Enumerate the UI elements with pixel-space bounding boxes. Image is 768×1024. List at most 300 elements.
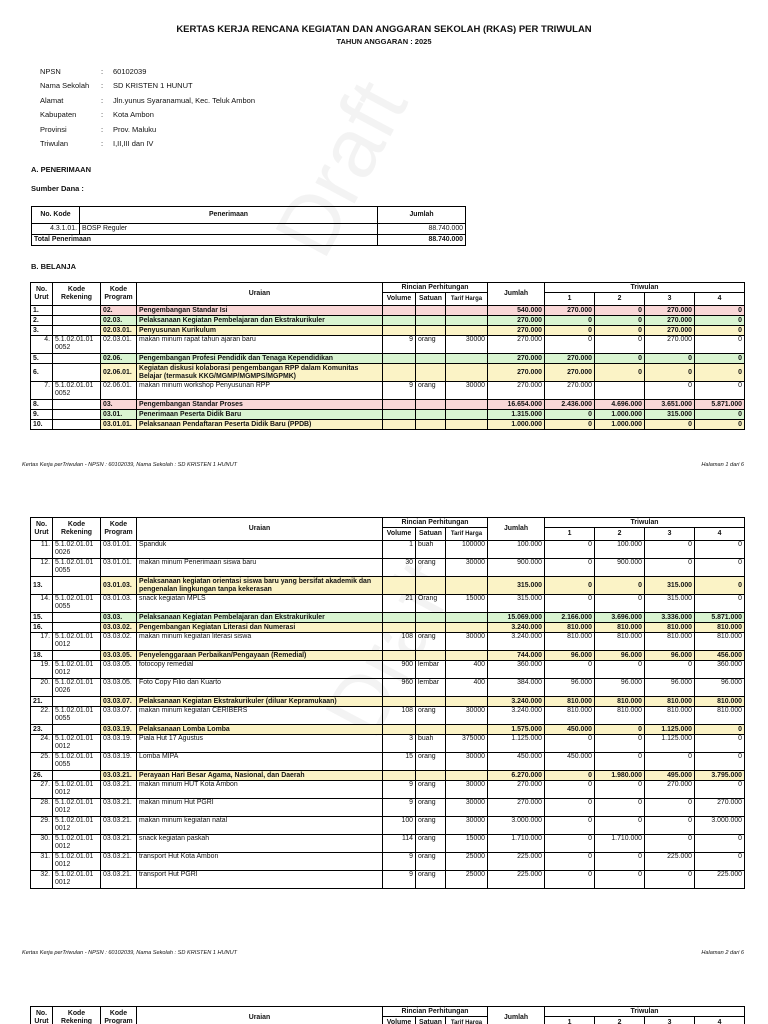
cell-q4: 0 xyxy=(695,753,745,771)
cell-tarif: 400 xyxy=(446,679,488,697)
info-row xyxy=(40,93,255,108)
penerimaan-jumlah: 88.740.000 xyxy=(378,224,466,235)
cell-no: 25. xyxy=(31,753,53,771)
cell-kode-program: 03.01.01. xyxy=(101,559,137,577)
info-label: NPSN xyxy=(40,66,61,76)
cell-kode-program: 02.06. xyxy=(101,354,137,364)
penerimaan-kode: 4.3.1.01. xyxy=(32,224,80,235)
cell-kode-program: 02.03.01. xyxy=(101,336,137,354)
cell-q4: 0 xyxy=(695,364,745,382)
cell-kode-rekening: 5.1.02.01.01 0026 xyxy=(53,679,101,697)
table-row xyxy=(31,735,745,753)
cell-q3: 0 xyxy=(645,799,695,817)
cell-kode-program: 03.03.05. xyxy=(101,661,137,679)
cell-volume: 3 xyxy=(383,735,416,753)
cell-satuan: orang xyxy=(416,817,446,835)
header-uraian: Uraian xyxy=(137,1007,383,1024)
cell-uraian: Perayaan Hari Besar Agama, Nasional, dan Daerah xyxy=(137,771,383,781)
cell-satuan xyxy=(416,623,446,633)
cell-q2: 3.696.000 xyxy=(595,613,645,623)
header-triwulan: Triwulan xyxy=(545,283,745,293)
cell-kode-program: 03.01. xyxy=(101,410,137,420)
cell-jumlah: 3.240.000 xyxy=(488,707,545,725)
cell-no: 6. xyxy=(31,364,53,382)
cell-tarif xyxy=(446,651,488,661)
header-q2: 2 xyxy=(595,293,645,306)
cell-tarif: 30000 xyxy=(446,707,488,725)
cell-satuan: lembar xyxy=(416,661,446,679)
cell-uraian: makan minum Hut PGRI xyxy=(137,799,383,817)
cell-volume: 9 xyxy=(383,336,416,354)
cell-q2 xyxy=(595,382,645,400)
cell-q2: 96.000 xyxy=(595,679,645,697)
cell-kode-rekening xyxy=(53,420,101,430)
cell-q4: 0 xyxy=(695,382,745,400)
cell-jumlah: 3.000.000 xyxy=(488,817,545,835)
cell-uraian: Pelaksanaan Pendaftaran Peserta Didik Baru (PPDB) xyxy=(137,420,383,430)
table-row xyxy=(31,410,745,420)
cell-q2: 810.000 xyxy=(595,623,645,633)
header-q1: 1 xyxy=(545,1017,595,1024)
cell-kode-program: 03.03.21. xyxy=(101,817,137,835)
cell-volume: 900 xyxy=(383,661,416,679)
cell-q3: 810.000 xyxy=(645,697,695,707)
footer-page-number: Halaman 1 dari 6 xyxy=(701,462,744,468)
cell-tarif: 30000 xyxy=(446,382,488,400)
table-row xyxy=(31,420,745,430)
total-value: 88.740.000 xyxy=(378,235,466,246)
header-rincian: Rincian Perhitungan xyxy=(383,518,488,528)
cell-uraian: makan minum HUT Kota Ambon xyxy=(137,781,383,799)
cell-kode-program: 03.03.07. xyxy=(101,707,137,725)
cell-tarif: 25000 xyxy=(446,853,488,871)
cell-q3: 0 xyxy=(645,661,695,679)
cell-tarif: 30000 xyxy=(446,559,488,577)
cell-q4: 0 xyxy=(695,306,745,316)
cell-uraian: Pelaksanaan kegiatan orientasi siswa baru yang bersifat akademik dan pengenalan lingkungan tanpa kekerasan xyxy=(137,577,383,595)
cell-uraian: Pelaksanaan Kegiatan Pembelajaran dan Ekstrakurikuler xyxy=(137,613,383,623)
info-label: Provinsi xyxy=(40,124,67,134)
cell-q3: 0 xyxy=(645,354,695,364)
cell-q1: 96.000 xyxy=(545,679,595,697)
cell-jumlah: 540.000 xyxy=(488,306,545,316)
cell-q4: 0 xyxy=(695,559,745,577)
cell-q3: 3.651.000 xyxy=(645,400,695,410)
info-label: Triwulan xyxy=(40,139,69,149)
table-row xyxy=(31,559,745,577)
cell-jumlah: 3.240.000 xyxy=(488,697,545,707)
cell-q4: 810.000 xyxy=(695,623,745,633)
cell-uraian: Penerimaan Peserta Didik Baru xyxy=(137,410,383,420)
cell-q3: 270.000 xyxy=(645,306,695,316)
cell-jumlah: 360.000 xyxy=(488,661,545,679)
cell-uraian: Lomba MIPA xyxy=(137,753,383,771)
cell-q1: 810.000 xyxy=(545,697,595,707)
cell-q4: 0 xyxy=(695,420,745,430)
cell-kode-rekening xyxy=(53,316,101,326)
cell-q1: 0 xyxy=(545,661,595,679)
table-row xyxy=(31,781,745,799)
info-label: Kabupaten xyxy=(40,110,77,120)
cell-satuan: orang xyxy=(416,336,446,354)
header-q2: 2 xyxy=(595,1017,645,1024)
cell-q3: 495.000 xyxy=(645,771,695,781)
cell-q2: 0 xyxy=(595,725,645,735)
info-value: Prov. Maluku xyxy=(113,124,157,134)
cell-uraian: Foto Copy Filio dan Kuarto xyxy=(137,679,383,697)
cell-volume xyxy=(383,410,416,420)
cell-tarif xyxy=(446,316,488,326)
cell-volume xyxy=(383,613,416,623)
document-subtitle: TAHUN ANGGARAN : 2025 xyxy=(336,37,432,46)
cell-satuan: orang xyxy=(416,559,446,577)
cell-tarif: 15000 xyxy=(446,595,488,613)
table-row xyxy=(31,771,745,781)
header-satuan: Satuan xyxy=(416,293,446,306)
cell-kode-rekening xyxy=(53,725,101,735)
table-row xyxy=(31,623,745,633)
cell-q3: 315.000 xyxy=(645,595,695,613)
cell-jumlah: 225.000 xyxy=(488,853,545,871)
cell-no: 13. xyxy=(31,577,53,595)
cell-no: 16. xyxy=(31,623,53,633)
cell-uraian: transport Hut PGRI xyxy=(137,871,383,889)
header-q4: 4 xyxy=(695,528,745,541)
info-value: SD KRISTEN 1 HUNUT xyxy=(113,81,193,91)
cell-jumlah: 270.000 xyxy=(488,336,545,354)
header-tarif: Tarif Harga xyxy=(446,293,488,306)
cell-kode-rekening xyxy=(53,577,101,595)
header-kode-program: Kode Program xyxy=(101,518,137,541)
cell-q2: 1.000.000 xyxy=(595,420,645,430)
cell-kode-program: 03.03.21. xyxy=(101,853,137,871)
table-row xyxy=(31,316,745,326)
cell-q2: 1.000.000 xyxy=(595,410,645,420)
cell-q3: 270.000 xyxy=(645,316,695,326)
cell-q3: 810.000 xyxy=(645,623,695,633)
header-tarif: Tarif Harga xyxy=(446,528,488,541)
cell-q4: 0 xyxy=(695,354,745,364)
cell-q4: 456.000 xyxy=(695,651,745,661)
cell-tarif xyxy=(446,420,488,430)
cell-q1: 0 xyxy=(545,735,595,753)
cell-q4: 0 xyxy=(695,595,745,613)
cell-tarif: 375000 xyxy=(446,735,488,753)
cell-q4: 270.000 xyxy=(695,799,745,817)
cell-jumlah: 16.654.000 xyxy=(488,400,545,410)
cell-uraian: Kegiatan diskusi kolaborasi pengembangan RPP dalam Komunitas Belajar (termasuk KKG/MGMP/MGMPS/MGPMK) xyxy=(137,364,383,382)
header-q1: 1 xyxy=(545,528,595,541)
cell-satuan xyxy=(416,400,446,410)
cell-no: 9. xyxy=(31,410,53,420)
cell-q2: 1.710.000 xyxy=(595,835,645,853)
cell-q3: 1.125.000 xyxy=(645,725,695,735)
cell-uraian: Pelaksanaan Kegiatan Ekstrakurikuler (diluar Kepramukaan) xyxy=(137,697,383,707)
cell-kode-program: 03.03.02. xyxy=(101,633,137,651)
cell-kode-rekening: 5.1.02.01.01 0055 xyxy=(53,707,101,725)
header-q1: 1 xyxy=(545,293,595,306)
header-jumlah: Jumlah xyxy=(378,207,466,224)
cell-q3: 3.336.000 xyxy=(645,613,695,623)
section-penerimaan-heading: A. PENERIMAAN xyxy=(31,165,92,174)
cell-tarif: 30000 xyxy=(446,753,488,771)
cell-jumlah: 270.000 xyxy=(488,799,545,817)
cell-kode-program: 02. xyxy=(101,306,137,316)
cell-kode-program: 03.01.01. xyxy=(101,420,137,430)
cell-q2: 0 xyxy=(595,354,645,364)
cell-satuan: orang xyxy=(416,799,446,817)
cell-volume xyxy=(383,725,416,735)
cell-satuan xyxy=(416,410,446,420)
header-volume: Volume xyxy=(383,293,416,306)
cell-q2: 0 xyxy=(595,817,645,835)
header-q4: 4 xyxy=(695,293,745,306)
cell-uraian: transport Hut Kota Ambon xyxy=(137,853,383,871)
cell-q1: 810.000 xyxy=(545,633,595,651)
cell-q3: 0 xyxy=(645,871,695,889)
cell-jumlah: 1.575.000 xyxy=(488,725,545,735)
cell-no: 24. xyxy=(31,735,53,753)
cell-q2: 0 xyxy=(595,753,645,771)
cell-q3: 810.000 xyxy=(645,707,695,725)
cell-jumlah: 1.315.000 xyxy=(488,410,545,420)
cell-no: 12. xyxy=(31,559,53,577)
cell-volume xyxy=(383,316,416,326)
cell-q1: 270.000 xyxy=(545,354,595,364)
table-row xyxy=(31,799,745,817)
header-q3: 3 xyxy=(645,528,695,541)
header-uraian: Uraian xyxy=(137,283,383,306)
cell-satuan xyxy=(416,725,446,735)
cell-satuan xyxy=(416,697,446,707)
cell-no: 20. xyxy=(31,679,53,697)
cell-jumlah: 270.000 xyxy=(488,781,545,799)
cell-kode-program: 03.03.19. xyxy=(101,735,137,753)
cell-q1: 810.000 xyxy=(545,623,595,633)
cell-no: 7. xyxy=(31,382,53,400)
table-row xyxy=(31,697,745,707)
cell-q2: 0 xyxy=(595,661,645,679)
table-row xyxy=(31,725,745,735)
cell-kode-rekening: 5.1.02.01.01 0055 xyxy=(53,559,101,577)
header-kode-rekening: Kode Rekening xyxy=(53,283,101,306)
cell-uraian: makan minum workshop Penyusunan RPP xyxy=(137,382,383,400)
cell-kode-rekening xyxy=(53,306,101,316)
cell-volume: 960 xyxy=(383,679,416,697)
cell-uraian: makan minum kegiatan CERIBERS xyxy=(137,707,383,725)
info-value: I,II,III dan IV xyxy=(113,139,154,149)
cell-uraian: snack kegiatan paskah xyxy=(137,835,383,853)
table-row xyxy=(31,382,745,400)
info-row xyxy=(40,137,255,152)
cell-satuan xyxy=(416,354,446,364)
cell-q4: 225.000 xyxy=(695,871,745,889)
info-label: Alamat xyxy=(40,95,64,105)
cell-no: 31. xyxy=(31,853,53,871)
belanja-table-page-2 xyxy=(30,517,745,889)
cell-q4: 0 xyxy=(695,410,745,420)
header-kode-rekening: Kode Rekening xyxy=(53,518,101,541)
cell-kode-rekening xyxy=(53,623,101,633)
cell-q3: 0 xyxy=(645,382,695,400)
cell-kode-program: 03.03.19. xyxy=(101,725,137,735)
header-volume: Volume xyxy=(383,1017,416,1024)
cell-no: 26. xyxy=(31,771,53,781)
info-row xyxy=(40,64,255,79)
total-row xyxy=(32,235,466,246)
cell-q1: 0 xyxy=(545,326,595,336)
cell-no: 22. xyxy=(31,707,53,725)
cell-volume xyxy=(383,651,416,661)
cell-kode-rekening: 5.1.02.01.01 0012 xyxy=(53,781,101,799)
cell-kode-rekening: 5.1.02.01.01 0052 xyxy=(53,382,101,400)
cell-kode-program: 02.03.01. xyxy=(101,326,137,336)
footer-page-number: Halaman 2 dari 6 xyxy=(701,950,744,956)
header-kode-program: Kode Program xyxy=(101,283,137,306)
cell-tarif: 30000 xyxy=(446,336,488,354)
footer-left: Kertas Kerja perTriwulan - NPSN : 60102039, Nama Sekolah : SD KRISTEN 1 HUNUT xyxy=(22,950,238,956)
cell-q1: 270.000 xyxy=(545,382,595,400)
cell-kode-rekening: 5.1.02.01.01 0012 xyxy=(53,817,101,835)
cell-q2: 0 xyxy=(595,364,645,382)
cell-satuan xyxy=(416,326,446,336)
cell-q3: 1.125.000 xyxy=(645,735,695,753)
cell-kode-rekening: 5.1.02.01.01 0012 xyxy=(53,871,101,889)
cell-q2: 0 xyxy=(595,336,645,354)
cell-no: 18. xyxy=(31,651,53,661)
info-colon: : xyxy=(101,81,104,91)
cell-no: 11. xyxy=(31,541,53,559)
cell-jumlah: 270.000 xyxy=(488,354,545,364)
cell-q4: 0 xyxy=(695,577,745,595)
cell-no: 3. xyxy=(31,326,53,336)
cell-kode-program: 02.03. xyxy=(101,316,137,326)
cell-jumlah: 225.000 xyxy=(488,871,545,889)
cell-jumlah: 6.270.000 xyxy=(488,771,545,781)
cell-kode-rekening xyxy=(53,771,101,781)
table-row xyxy=(31,364,745,382)
cell-uraian: Pengembangan Standar Isi xyxy=(137,306,383,316)
table-row xyxy=(31,707,745,725)
cell-kode-rekening: 5.1.02.01.01 0026 xyxy=(53,541,101,559)
cell-kode-program: 03. xyxy=(101,400,137,410)
cell-no: 17. xyxy=(31,633,53,651)
info-colon: : xyxy=(101,110,104,120)
cell-no: 28. xyxy=(31,799,53,817)
cell-tarif xyxy=(446,354,488,364)
cell-no: 19. xyxy=(31,661,53,679)
cell-kode-program: 03.03.02. xyxy=(101,623,137,633)
cell-volume xyxy=(383,771,416,781)
cell-uraian: Spanduk xyxy=(137,541,383,559)
info-row xyxy=(40,122,255,137)
school-info xyxy=(40,64,255,151)
belanja-table-page-1 xyxy=(30,282,745,430)
table-row xyxy=(31,651,745,661)
cell-volume: 1 xyxy=(383,541,416,559)
cell-jumlah: 900.000 xyxy=(488,559,545,577)
cell-kode-rekening xyxy=(53,697,101,707)
cell-q3: 0 xyxy=(645,559,695,577)
cell-q4: 96.000 xyxy=(695,679,745,697)
cell-satuan: orang xyxy=(416,853,446,871)
cell-satuan xyxy=(416,364,446,382)
cell-q1: 0 xyxy=(545,577,595,595)
cell-tarif: 30000 xyxy=(446,817,488,835)
cell-kode-program: 02.06.01. xyxy=(101,382,137,400)
info-colon: : xyxy=(101,124,104,134)
cell-q2: 96.000 xyxy=(595,651,645,661)
cell-jumlah: 384.000 xyxy=(488,679,545,697)
table-row xyxy=(31,336,745,354)
header-satuan: Satuan xyxy=(416,1017,446,1024)
cell-q1: 270.000 xyxy=(545,364,595,382)
cell-q3: 96.000 xyxy=(645,679,695,697)
cell-tarif xyxy=(446,400,488,410)
cell-no: 27. xyxy=(31,781,53,799)
cell-kode-rekening: 5.1.02.01.01 0055 xyxy=(53,595,101,613)
cell-q3: 0 xyxy=(645,364,695,382)
cell-q3: 270.000 xyxy=(645,781,695,799)
table-row xyxy=(31,753,745,771)
cell-tarif xyxy=(446,326,488,336)
cell-q4: 5.871.000 xyxy=(695,400,745,410)
cell-q2: 0 xyxy=(595,853,645,871)
cell-jumlah: 744.000 xyxy=(488,651,545,661)
table-row xyxy=(31,817,745,835)
cell-kode-rekening: 5.1.02.01.01 0012 xyxy=(53,835,101,853)
cell-q4: 0 xyxy=(695,541,745,559)
cell-volume: 30 xyxy=(383,559,416,577)
cell-q3: 0 xyxy=(645,541,695,559)
cell-q2: 0 xyxy=(595,781,645,799)
header-q3: 3 xyxy=(645,293,695,306)
cell-kode-program: 03.03.21. xyxy=(101,835,137,853)
cell-tarif: 30000 xyxy=(446,781,488,799)
cell-q3: 0 xyxy=(645,817,695,835)
cell-volume: 108 xyxy=(383,707,416,725)
cell-no: 21. xyxy=(31,697,53,707)
cell-kode-rekening xyxy=(53,364,101,382)
header-kode-rekening: Kode Rekening xyxy=(53,1007,101,1024)
cell-q1: 450.000 xyxy=(545,725,595,735)
table-row xyxy=(31,595,745,613)
cell-q3: 0 xyxy=(645,420,695,430)
cell-jumlah: 270.000 xyxy=(488,316,545,326)
table-row xyxy=(31,679,745,697)
header-q2: 2 xyxy=(595,528,645,541)
header-no-urut: No. Urut xyxy=(31,518,53,541)
cell-jumlah: 100.000 xyxy=(488,541,545,559)
cell-satuan: lembar xyxy=(416,679,446,697)
header-jumlah: Jumlah xyxy=(488,518,545,541)
cell-kode-program: 03.03.21. xyxy=(101,871,137,889)
cell-q4: 0 xyxy=(695,336,745,354)
header-kode-program: Kode Program xyxy=(101,1007,137,1024)
cell-q2: 1.980.000 xyxy=(595,771,645,781)
cell-jumlah: 270.000 xyxy=(488,364,545,382)
cell-no: 29. xyxy=(31,817,53,835)
header-triwulan: Triwulan xyxy=(545,1007,745,1017)
cell-q4: 0 xyxy=(695,735,745,753)
cell-q2: 0 xyxy=(595,735,645,753)
cell-kode-program: 03.03.05. xyxy=(101,679,137,697)
cell-q2: 900.000 xyxy=(595,559,645,577)
cell-q2: 810.000 xyxy=(595,697,645,707)
cell-q3: 315.000 xyxy=(645,410,695,420)
table-row xyxy=(31,326,745,336)
cell-q1: 0 xyxy=(545,871,595,889)
